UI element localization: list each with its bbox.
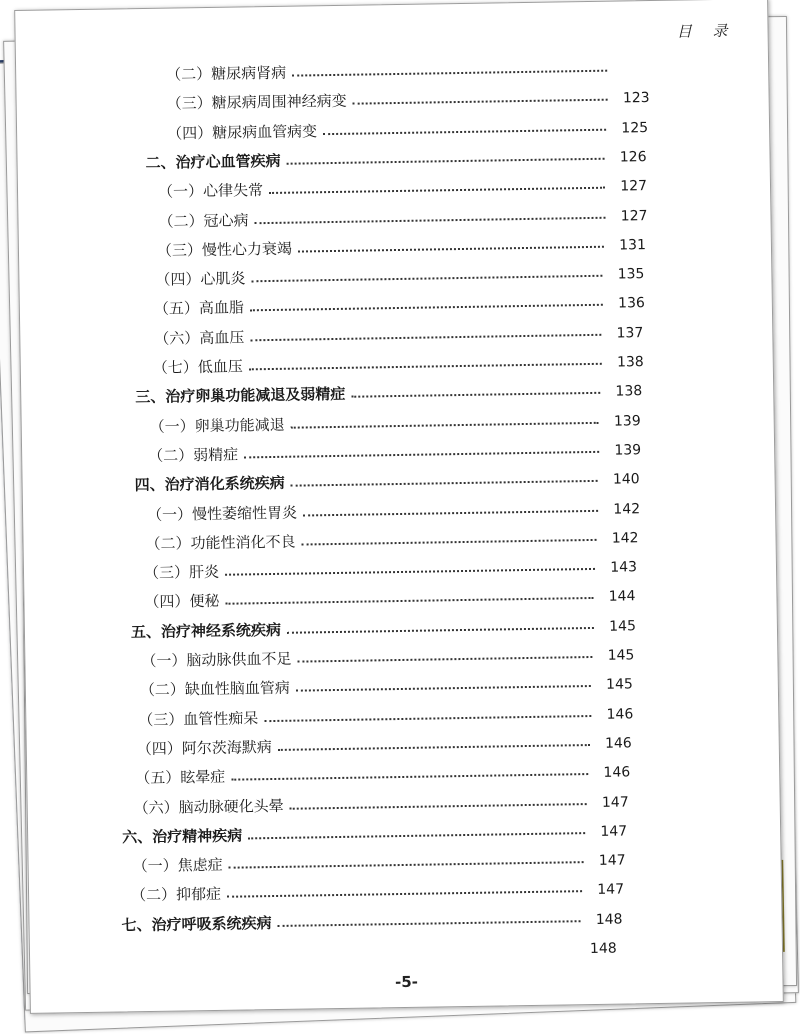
toc-entry-label: （六）高血压 <box>154 328 245 348</box>
toc-leader-dots <box>278 744 590 751</box>
toc-entry-page: 123 <box>622 90 650 107</box>
toc-entry-page: 147 <box>600 823 628 840</box>
toc-entry[interactable] <box>138 698 633 730</box>
toc-entry-label: （一）慢性萎缩性胃炎 <box>146 503 298 524</box>
toc-entry[interactable] <box>145 522 638 554</box>
toc-leader-dots <box>291 480 598 487</box>
toc-entry-page: 131 <box>619 236 647 254</box>
toc-entry-label: （四）阿尔茨海默病 <box>136 737 272 759</box>
toc-entry-label: 七、治疗呼吸系统疾病 <box>121 913 272 935</box>
toc-entry-label: （四）便秘 <box>144 592 220 612</box>
toc-entry[interactable] <box>135 375 642 407</box>
toc-entry-page: 144 <box>608 588 636 606</box>
toc-leader-dots <box>290 803 587 810</box>
toc-entry-page: 127 <box>620 178 648 195</box>
toc-entry-label: 三、治疗卵巢功能减退及弱精症 <box>135 385 346 407</box>
toc-entry-label: 五、治疗神经系统疾病 <box>130 620 282 641</box>
toc-entry-page: 147 <box>598 852 626 869</box>
toc-leader-dots <box>250 333 601 341</box>
toc-leader-dots <box>297 656 592 663</box>
toc-entry-label: （三）糖尿病周围神经病变 <box>166 92 347 113</box>
toc-entry-page: 126 <box>619 148 647 166</box>
toc-entry-label: （二）抑郁症 <box>130 885 222 905</box>
toc-leader-dots <box>225 568 595 576</box>
toc-entry[interactable] <box>140 669 633 701</box>
toc-entry-page: 145 <box>605 676 633 694</box>
toc-entry-label: （二）功能性消化不良 <box>145 532 296 553</box>
toc-entry-label: （一）焦虑症 <box>132 855 223 876</box>
toc-entry[interactable] <box>141 639 634 671</box>
toc-entry[interactable] <box>154 288 645 320</box>
toc-entry-page: 146 <box>604 735 632 752</box>
toc-leader-dots <box>353 99 608 105</box>
toc-entry-label: 二、治疗心血管疾病 <box>145 151 281 172</box>
toc-entry[interactable] <box>134 463 639 495</box>
toc-leader-dots <box>229 861 584 869</box>
toc-entry[interactable] <box>131 874 624 906</box>
toc-entry[interactable] <box>166 53 649 85</box>
page-number: -5- <box>394 972 419 992</box>
toc-leader-dots <box>255 216 606 224</box>
toc-entry-page: 142 <box>613 500 641 518</box>
toc-leader-dots <box>227 891 582 899</box>
toc-leader-dots <box>226 597 594 605</box>
toc-leader-dots <box>292 70 607 77</box>
toc-entry-page: 138 <box>615 383 643 400</box>
toc-entry-label: （二）缺血性脑血管病 <box>139 679 291 700</box>
toc-entry-page: 147 <box>597 881 625 899</box>
toc-leader-dots <box>291 421 599 428</box>
toc-entry-page: 139 <box>614 442 642 459</box>
toc-entry-page <box>607 77 649 78</box>
toc-entry-page: 138 <box>616 354 644 371</box>
toc-leader-dots <box>287 158 605 165</box>
toc-entry[interactable] <box>157 229 646 261</box>
toc-entry-label: （四）心肌炎 <box>155 269 246 289</box>
toc-entry-label: （二）糖尿病肾病 <box>166 63 287 84</box>
table-of-contents <box>15 0 783 1013</box>
toc-entry-page: 127 <box>620 207 648 224</box>
toc-entry-label: （一）心律失常 <box>157 181 264 201</box>
toc-entry-page: 148 <box>595 911 623 928</box>
toc-entry-label: 六、治疗精神疾病 <box>122 826 243 847</box>
toc-leader-dots <box>323 128 606 134</box>
toc-entry-page: 125 <box>621 119 649 137</box>
toc-entry-label: （一）脑动脉供血不足 <box>141 649 292 671</box>
toc-entry[interactable] <box>137 727 632 759</box>
toc-entry-label: （六）脑动脉硬化头晕 <box>133 796 284 817</box>
toc-entry-label: （二）弱精症 <box>148 445 239 465</box>
toc-entry[interactable] <box>145 141 646 173</box>
toc-entry-label: 四、治疗消化系统疾病 <box>134 473 285 495</box>
toc-entry[interactable] <box>133 786 628 818</box>
toc-leader-dots <box>278 920 581 927</box>
toc-entry[interactable] <box>158 170 647 202</box>
toc-page <box>14 0 784 1014</box>
toc-extra-page: 148 <box>589 940 617 958</box>
toc-leader-dots <box>244 451 599 459</box>
toc-entry[interactable] <box>135 757 630 789</box>
toc-entry[interactable] <box>144 551 637 583</box>
toc-entry-page: 147 <box>601 793 629 811</box>
toc-leader-dots <box>302 539 597 546</box>
toc-leader-dots <box>296 685 591 692</box>
toc-entry[interactable] <box>154 317 643 349</box>
toc-entry[interactable] <box>166 82 649 114</box>
toc-entry-label: （五）高血脂 <box>153 298 245 319</box>
toc-entry-page: 142 <box>611 530 639 547</box>
toc-entry[interactable] <box>147 493 640 525</box>
toc-entry[interactable] <box>132 845 625 877</box>
toc-leader-dots <box>298 246 604 253</box>
toc-leader-dots <box>250 304 603 312</box>
toc-entry[interactable] <box>121 903 622 935</box>
toc-leader-dots <box>269 187 605 194</box>
toc-entry-page: 145 <box>609 617 637 635</box>
toc-entry[interactable] <box>155 258 644 290</box>
toc-leader-dots <box>264 715 591 722</box>
toc-leader-dots <box>287 627 594 634</box>
toc-entry-label: （三）慢性心力衰竭 <box>156 239 293 260</box>
toc-leader-dots <box>249 363 602 371</box>
toc-entry-label: （二）冠心病 <box>158 210 249 231</box>
toc-entry-page: 139 <box>613 412 641 430</box>
toc-leader-dots <box>231 773 588 781</box>
toc-entry-label: （三）血管性痴呆 <box>138 708 259 729</box>
toc-entry[interactable] <box>148 434 641 466</box>
toc-entry-label: （一）卵巢功能减退 <box>149 415 285 436</box>
toc-leader-dots <box>248 832 585 839</box>
toc-entry-label: （四）糖尿病血管病变 <box>166 121 318 143</box>
toc-entry[interactable] <box>167 112 648 144</box>
toc-entry-label: （七）低血压 <box>152 357 243 377</box>
toc-entry[interactable] <box>153 346 644 378</box>
toc-leader-dots <box>303 509 598 516</box>
toc-entry-page: 135 <box>617 266 645 283</box>
toc-entry-page: 140 <box>612 471 640 488</box>
toc-entry[interactable] <box>150 405 641 437</box>
toc-entry-page: 143 <box>610 559 638 576</box>
toc-entry[interactable] <box>122 815 627 847</box>
toc-entry[interactable] <box>158 200 647 232</box>
toc-leader-dots <box>351 392 600 398</box>
toc-entry-page: 146 <box>606 705 634 723</box>
page-header: 目 录 <box>676 21 736 41</box>
toc-entry-page: 137 <box>616 324 644 342</box>
toc-entry-page: 136 <box>617 295 645 312</box>
toc-entry-label: （五）眩晕症 <box>135 767 226 788</box>
toc-entry-page: 145 <box>607 647 635 664</box>
toc-entry-page: 146 <box>603 764 631 782</box>
toc-entry[interactable] <box>131 610 636 642</box>
toc-leader-dots <box>251 275 602 283</box>
toc-entry[interactable] <box>144 581 635 613</box>
toc-entry-label: （三）肝炎 <box>143 562 220 583</box>
